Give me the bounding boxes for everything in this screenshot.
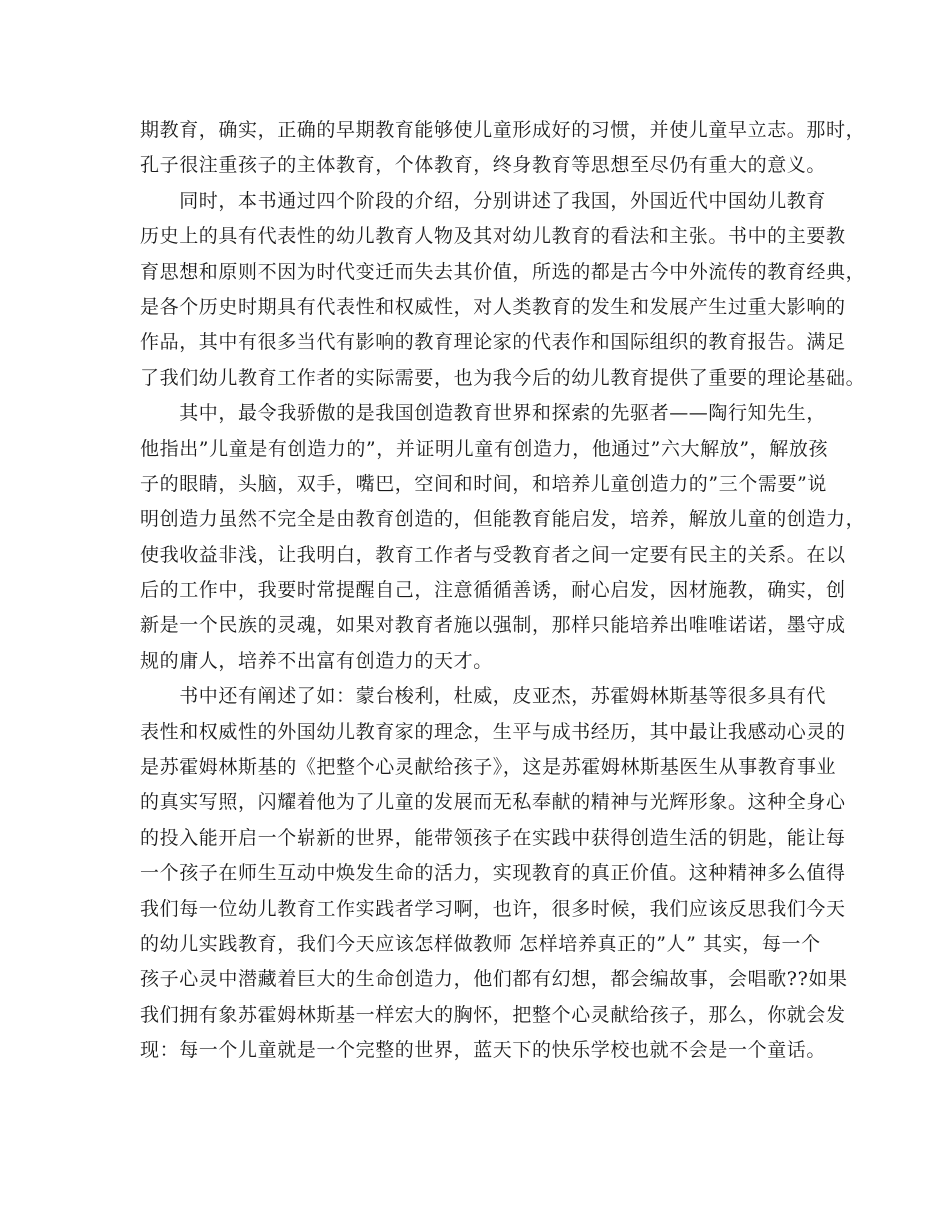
text-line: 我们拥有象苏霍姆林斯基一样宏大的胸怀，把整个心灵献给孩子，那么，你就会发 <box>140 1003 846 1026</box>
text-line: 育思想和原则不因为时代变迁而失去其价值，所选的都是古今中外流传的教育经典， <box>140 260 866 283</box>
text-line: 明创造力虽然不完全是由教育创造的，但能教育能启发，培养，解放儿童的创造力， <box>140 508 866 531</box>
text-line: 后的工作中，我要时常提醒自己，注意循循善诱，耐心启发，因材施教，确实，创 <box>140 579 846 602</box>
text-line: 的真实写照，闪耀着他为了儿童的发展而无私奉献的精神与光辉形象。这种全身心 <box>140 791 846 814</box>
text-line: 使我收益非浅，让我明白，教育工作者与受教育者之间一定要有民主的关系。在以 <box>140 543 846 566</box>
text-line: 子的眼睛，头脑，双手，嘴巴，空间和时间，和培养儿童创造力的”三个需要”说 <box>140 472 828 495</box>
text-line: 是苏霍姆林斯基的《把整个心灵献给孩子》，这是苏霍姆林斯基医生从事教育事业 <box>140 756 837 779</box>
text-line: 他指出”儿童是有创造力的”，并证明儿童有创造力，他通过”六大解放”，解放孩 <box>140 437 829 460</box>
text-line: 其中，最令我骄傲的是我国创造教育世界和探索的先驱者——陶行知先生， <box>140 402 827 425</box>
text-line: 一个孩子在师生互动中焕发生命的活力，实现教育的真正价值。这种精神多么值得 <box>140 862 846 885</box>
text-line: 的投入能开启一个崭新的世界，能带领孩子在实践中获得创造生活的钥匙，能让每 <box>140 826 846 849</box>
text-line: 规的庸人，培养不出富有创造力的天才。 <box>140 649 493 672</box>
text-line: 孩子心灵中潜藏着巨大的生命创造力，他们都有幻想，都会编故事，会唱歌??如果 <box>140 968 848 991</box>
text-line: 同时，本书通过四个阶段的介绍，分别讲述了我国，外国近代中国幼儿教育 <box>140 189 827 212</box>
text-line: 孔子很注重孩子的主体教育，个体教育，终身教育等思想至尽仍有重大的意义。 <box>140 154 827 177</box>
document-body <box>140 113 866 1069</box>
text-line: 了我们幼儿教育工作者的实际需要，也为我今后的幼儿教育提供了重要的理论基础。 <box>140 366 866 389</box>
text-line: 书中还有阐述了如：蒙台梭利，杜威，皮亚杰，苏霍姆林斯基等很多具有代 <box>140 685 827 708</box>
text-line: 作品，其中有很多当代有影响的教育理论家的代表作和国际组织的教育报告。满足 <box>140 331 846 354</box>
text-line: 我们每一位幼儿教育工作实践者学习啊，也许，很多时候，我们应该反思我们今天 <box>140 897 846 920</box>
text-line: 是各个历史时期具有代表性和权威性，对人类教育的发生和发展产生过重大影响的 <box>140 295 846 318</box>
text-line: 现：每一个儿童就是一个完整的世界，蓝天下的快乐学校也就不会是一个童话。 <box>140 1039 827 1062</box>
text-line: 的幼儿实践教育，我们今天应该怎样做教师 怎样培养真正的”人” 其实，每一个 <box>140 932 821 955</box>
text-line: 历史上的具有代表性的幼儿教育人物及其对幼儿教育的看法和主张。书中的主要教 <box>140 225 846 248</box>
text-line: 新是一个民族的灵魂，如果对教育者施以强制，那样只能培养出唯唯诺诺，墨守成 <box>140 614 846 637</box>
text-line: 期教育，确实，正确的早期教育能够使儿童形成好的习惯，并使儿童早立志。那时， <box>140 119 866 141</box>
text-line: 表性和权威性的外国幼儿教育家的理念，生平与成书经历，其中最让我感动心灵的 <box>140 720 846 743</box>
